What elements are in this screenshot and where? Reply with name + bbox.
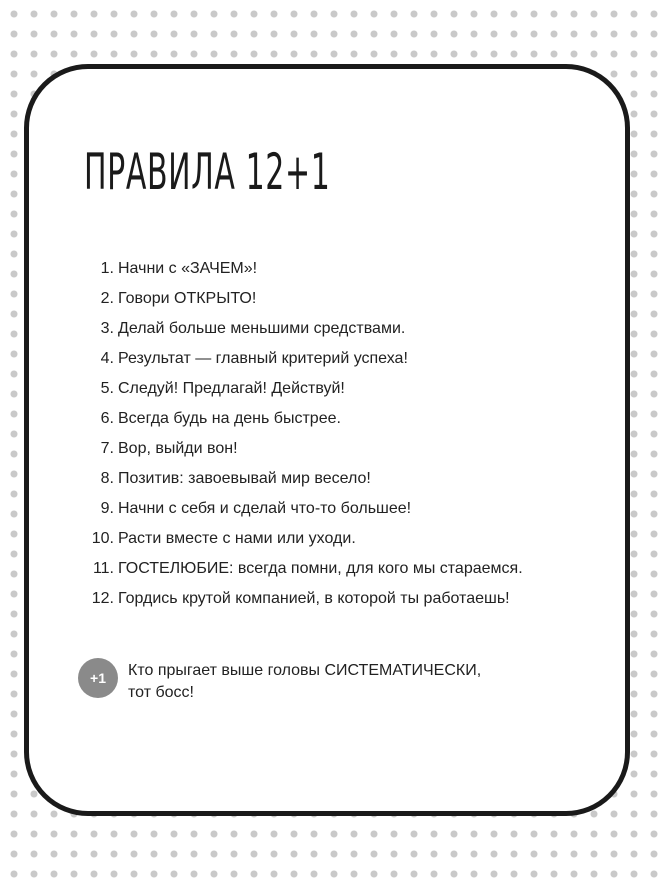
rule-number: 2. xyxy=(100,290,114,307)
rule-item xyxy=(84,464,523,494)
rule-text: Всегда будь на день быстрее. xyxy=(118,410,341,427)
rule-item xyxy=(84,374,523,404)
rule-text: Следуй! Предлагай! Действуй! xyxy=(118,380,345,397)
rule-number: 6. xyxy=(100,410,114,427)
rule-item xyxy=(84,314,523,344)
rule-item xyxy=(84,404,523,434)
rule-item xyxy=(84,494,523,524)
rule-number: 7. xyxy=(100,440,114,457)
rule-number: 1. xyxy=(100,260,114,277)
rule-item xyxy=(84,554,523,584)
rule-number: 4. xyxy=(100,350,114,367)
rule-item xyxy=(84,434,523,464)
rule-text: Начни с «ЗАЧЕМ»! xyxy=(118,260,258,277)
rules-list xyxy=(84,254,523,614)
rule-number: 11. xyxy=(92,560,114,577)
rule-text: Вор, выйди вон! xyxy=(118,440,238,457)
rule-item xyxy=(84,284,523,314)
bonus-rule-line: тот босс! xyxy=(128,684,194,701)
bonus-rule-text xyxy=(128,660,568,704)
rule-item xyxy=(84,254,523,284)
rule-text: ГОСТЕЛЮБИЕ: всегда помни, для кого мы стараемся. xyxy=(118,560,523,577)
rule-number: 8. xyxy=(100,470,114,487)
plus-one-badge: +1 xyxy=(78,658,118,698)
rule-number: 10. xyxy=(91,530,114,547)
rule-text: Результат — главный критерий успеха! xyxy=(118,350,408,367)
rule-number: 12. xyxy=(91,590,114,607)
rule-text: Расти вместе с нами или уходи. xyxy=(118,530,356,547)
rule-item xyxy=(84,344,523,374)
rule-text: Делай больше меньшими средствами. xyxy=(118,320,406,337)
rule-text: Позитив: завоевывай мир весело! xyxy=(118,470,371,487)
rule-number: 3. xyxy=(100,320,114,337)
rule-item xyxy=(84,524,523,554)
rule-number: 9. xyxy=(100,500,114,517)
rule-text: Гордись крутой компанией, в которой ты работаешь! xyxy=(118,590,510,607)
page-title: ПРАВИЛА 12+1 xyxy=(84,143,331,201)
bonus-rule-line: Кто прыгает выше головы СИСТЕМАТИЧЕСКИ, xyxy=(128,662,482,679)
rule-item xyxy=(84,584,523,614)
rule-number: 5. xyxy=(100,380,114,397)
rule-text: Говори ОТКРЫТО! xyxy=(118,290,257,307)
rule-text: Начни с себя и сделай что-то большее! xyxy=(118,500,412,517)
